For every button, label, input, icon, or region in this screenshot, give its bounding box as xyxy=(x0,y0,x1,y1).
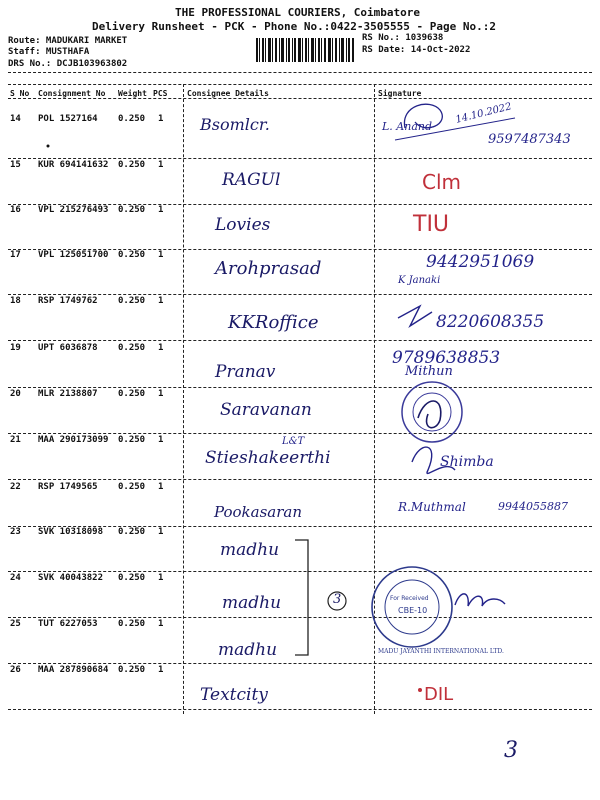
col-header-consignment: Consignment No xyxy=(38,89,106,98)
row-weight: 0.250 xyxy=(118,527,146,537)
drs-number: DRS No.: DCJB103963802 xyxy=(8,59,128,69)
row-pcs: 1 xyxy=(158,114,164,124)
signature-21-label: L&T xyxy=(282,436,305,447)
bracket-count-circle xyxy=(328,592,346,610)
col-header-weight: Weight xyxy=(118,89,147,98)
stamp-for: For Received xyxy=(390,595,429,602)
row-weight: 0.250 xyxy=(118,296,146,306)
row-weight: 0.250 xyxy=(118,205,146,215)
page-mark: 3 xyxy=(504,738,518,763)
consignee-15: RAGUl xyxy=(222,170,281,190)
rs-date: RS Date: 14-Oct-2022 xyxy=(362,45,471,55)
consignee-16: Lovies xyxy=(215,215,271,235)
row-pcs: 1 xyxy=(158,250,164,260)
route-label: Route: MADUKARI MARKET xyxy=(8,36,128,46)
row-consignment: RSP 1749565 xyxy=(38,482,98,492)
signature-14-name: L. Anand xyxy=(382,120,433,133)
stamp-cbe: CBE-10 xyxy=(398,606,428,615)
bracket-madhu xyxy=(295,540,308,655)
signature-19: 9789638853 xyxy=(392,348,501,368)
consignee-14: Bsomlcr. xyxy=(200,115,270,134)
signature-22: 9944055887 xyxy=(498,500,568,513)
row-consignment: SVK 10318098 xyxy=(38,527,104,537)
signature-18: 8220608355 xyxy=(436,312,545,332)
col-header-pcs: PCS xyxy=(153,89,168,98)
consignee-19: Pranav xyxy=(215,362,276,382)
consignee-20: Saravanan xyxy=(220,400,312,420)
signature-26: DIL xyxy=(424,684,454,705)
row-pcs: 1 xyxy=(158,205,164,215)
signature-14-scribble xyxy=(404,104,442,128)
staff-label: Staff: MUSTHAFA xyxy=(8,47,90,57)
row-consignment: MAA 287890684 xyxy=(38,665,109,675)
row-weight: 0.250 xyxy=(118,619,146,629)
row-sno: 18 xyxy=(10,296,21,306)
row-weight: 0.250 xyxy=(118,250,146,260)
row-sno: 19 xyxy=(10,343,21,353)
signature-16: TIU xyxy=(413,212,450,237)
signature-14-underline xyxy=(395,118,515,140)
signature-21-scribble xyxy=(412,447,455,473)
row-sno: 16 xyxy=(10,205,21,215)
row-weight: 0.250 xyxy=(118,573,146,583)
row-sno: 23 xyxy=(10,527,21,537)
consignee-21: Stieshakeerthi xyxy=(205,448,331,468)
signature-24-scribble xyxy=(455,594,505,606)
row-pcs: 1 xyxy=(158,160,164,170)
row-consignment: TUT 6227053 xyxy=(38,619,98,629)
round-stamp-24 xyxy=(372,567,452,647)
row-weight: 0.250 xyxy=(118,435,146,445)
row-sno: 14 xyxy=(10,114,21,124)
consignee-26: Textcity xyxy=(200,685,268,705)
row-weight: 0.250 xyxy=(118,160,146,170)
row-sno: 20 xyxy=(10,389,21,399)
consignee-25: madhu xyxy=(218,640,278,660)
signature-26-dot xyxy=(418,688,422,692)
row-sno: 26 xyxy=(10,665,21,675)
signature-17: 9442951069 xyxy=(426,252,535,272)
row-sno: 21 xyxy=(10,435,21,445)
consignee-24: madhu xyxy=(222,593,282,613)
row-pcs: 1 xyxy=(158,527,164,537)
row-consignment: VPL 125051700 xyxy=(38,250,109,260)
row-pcs: 1 xyxy=(158,296,164,306)
row-pcs: 1 xyxy=(158,389,164,399)
col-header-consignee: Consignee Details xyxy=(187,89,269,98)
consignee-17: Arohprasad xyxy=(215,258,322,279)
row-weight: 0.250 xyxy=(118,665,146,675)
row-weight: 0.250 xyxy=(118,114,146,124)
row-sno: 15 xyxy=(10,160,21,170)
row-weight: 0.250 xyxy=(118,389,146,399)
col-header-signature: Signature xyxy=(378,89,422,98)
signature-22-name: R.Muthmal xyxy=(398,500,466,514)
bracket-count: 3 xyxy=(333,592,342,607)
row-consignment: SVK 40043822 xyxy=(38,573,104,583)
row-consignment: MLR 2138807 xyxy=(38,389,98,399)
row-consignment: UPT 6036878 xyxy=(38,343,98,353)
row-sno: 17 xyxy=(10,250,21,260)
row-consignment: POL 1527164 xyxy=(38,114,98,124)
col-header-sno: S No xyxy=(10,89,30,98)
row-sno: 25 xyxy=(10,619,21,629)
row-weight: 0.250 xyxy=(118,482,146,492)
consignee-18: KKRoffice xyxy=(228,312,319,333)
round-stamp-20 xyxy=(402,382,462,442)
row-consignment: RSP 1749762 xyxy=(38,296,98,306)
row-sno: 24 xyxy=(10,573,21,583)
signature-21: Shimba xyxy=(440,454,494,470)
consignee-22: Pookasaran xyxy=(214,503,302,521)
row-pcs: 1 xyxy=(158,343,164,353)
row-pcs: 1 xyxy=(158,619,164,629)
signature-15: Clm xyxy=(422,170,462,194)
signature-17-note: K Janaki xyxy=(398,275,441,286)
row-pcs: 1 xyxy=(158,482,164,492)
stamp-company: MADU JAYANTHI INTERNATIONAL LTD. xyxy=(378,648,504,655)
signature-14: 9597487343 xyxy=(488,132,571,147)
row-14-dot xyxy=(47,145,50,148)
row-pcs: 1 xyxy=(158,435,164,445)
runsheet-title: Delivery Runsheet - PCK - Phone No.:0422-3505555 - Page No.:2 xyxy=(92,20,496,33)
row-weight: 0.250 xyxy=(118,343,146,353)
row-pcs: 1 xyxy=(158,665,164,675)
row-pcs: 1 xyxy=(158,573,164,583)
signature-18-scribble xyxy=(398,306,432,326)
consignee-23: madhu xyxy=(220,540,280,560)
rs-number: RS No.: 1039638 xyxy=(362,33,444,43)
signature-14-date: 14.10.2022 xyxy=(454,101,513,126)
row-consignment: VPL 215276493 xyxy=(38,205,109,215)
company-name: THE PROFESSIONAL COURIERS, Coimbatore xyxy=(175,6,421,19)
row-sno: 22 xyxy=(10,482,21,492)
signature-19-note: Mithun xyxy=(405,364,453,379)
row-consignment: KUR 694141632 xyxy=(38,160,109,170)
row-consignment: MAA 290173099 xyxy=(38,435,109,445)
